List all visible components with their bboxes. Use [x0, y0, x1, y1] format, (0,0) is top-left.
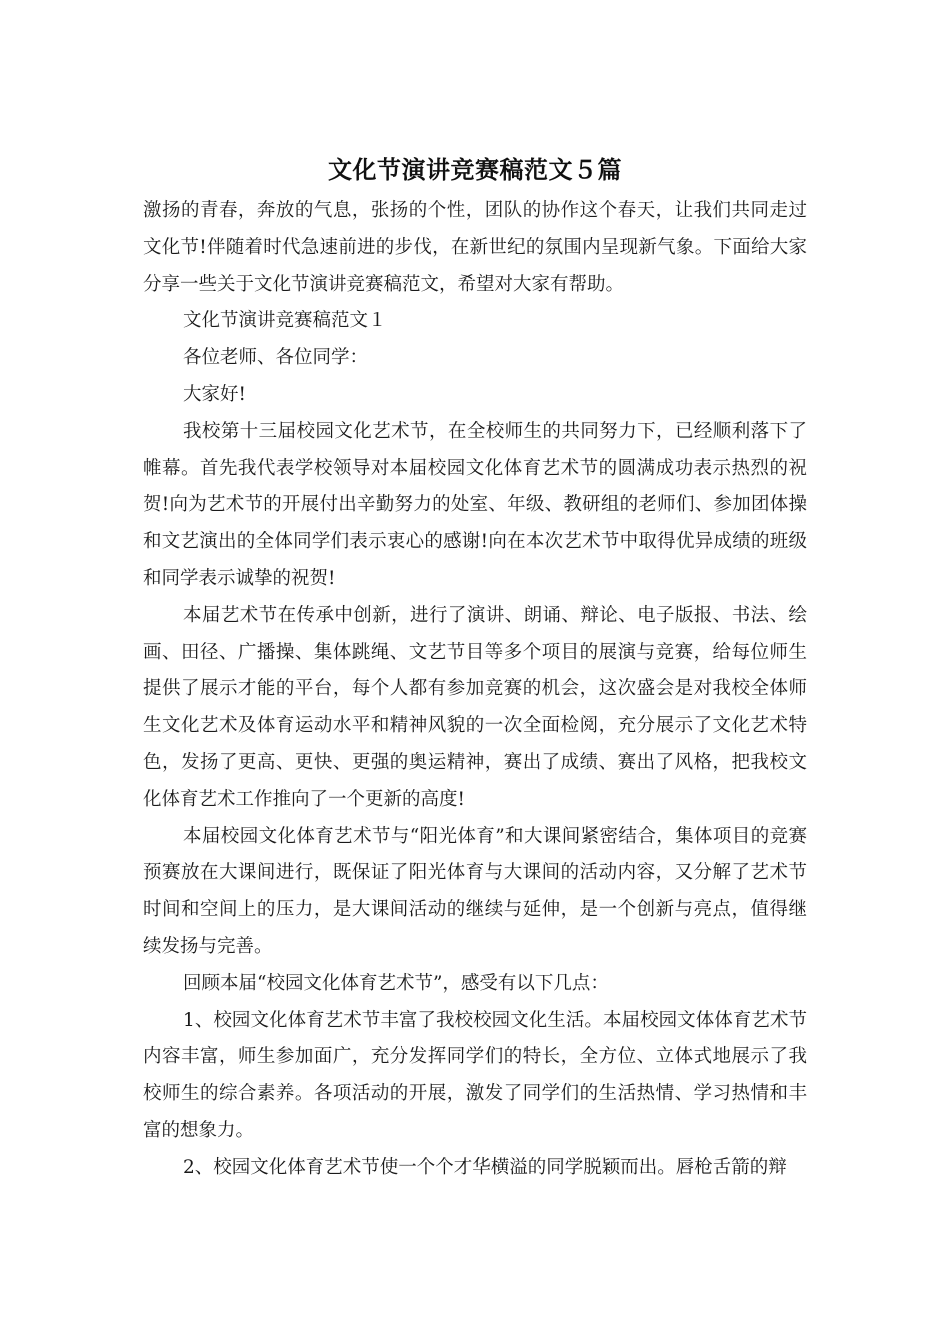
body-paragraph: 2、校园文化体育艺术节使一个个才华横溢的同学脱颖而出。唇枪舌箭的辩: [183, 1156, 787, 1178]
body-paragraph: 1、校园文化体育艺术节丰富了我校校园文化生活。本届校园文体体育艺术节内容丰富，师生参加面广，充分发挥同学们的特长，全方位、立体式地展示了我校师生的综合素养。各项活动的开展，激发了同学们的生活热情、学习热情和丰富的想象力。: [143, 1009, 807, 1141]
document-title: 文化节演讲竞赛稿范文５篇: [328, 156, 622, 184]
section-heading: 文化节演讲竞赛稿范文１: [183, 310, 387, 332]
greeting: 大家好!: [183, 383, 246, 405]
document-body: [143, 193, 807, 1187]
salutation: 各位老师、各位同学：: [183, 347, 369, 369]
body-paragraph: 本届校园文化体育艺术节与“阳光体育”和大课间紧密结合，集体项目的竞赛预赛放在大课间进行，既保证了阳光体育与大课间的活动内容，又分解了艺术节时间和空间上的压力，是大课间活动的继续与延伸，是一个创新与亮点，值得继续发扬与完善。: [143, 825, 807, 957]
body-paragraph: 回顾本届“校园文化体育艺术节”，感受有以下几点：: [183, 972, 609, 994]
intro-paragraph: 激扬的青春，奔放的气息，张扬的个性，团队的协作这个春天，让我们共同走过文化节!伴随着时代急速前进的步伐，在新世纪的氛围内呈现新气象。下面给大家分享一些关于文化节演讲竞赛稿范文，希望对大家有帮助。: [143, 200, 807, 295]
body-paragraph: 本届艺术节在传承中创新，进行了演讲、朗诵、辩论、电子版报、书法、绘画、田径、广播操、集体跳绳、文艺节目等多个项目的展演与竞赛，给每位师生提供了展示才能的平台，每个人都有参加竞赛的机会，这次盛会是对我校全体师生文化艺术及体育运动水平和精神风貌的一次全面检阅，充分展示了文化艺术特色，发扬了更高、更快、更强的奥运精神，赛出了成绩、赛出了风格，把我校文化体育艺术工作推向了一个更新的高度!: [143, 604, 807, 810]
body-paragraph: 我校第十三届校园文化艺术节，在全校师生的共同努力下，已经顺利落下了帷幕。首先我代表学校领导对本届校园文化体育艺术节的圆满成功表示热烈的祝贺!向为艺术节的开展付出辛勤努力的处室、年级、教研组的老师们、参加团体操和文艺演出的全体同学们表示衷心的感谢!向在本次艺术节中取得优异成绩的班级和同学表示诚挚的祝贺!: [143, 420, 808, 589]
